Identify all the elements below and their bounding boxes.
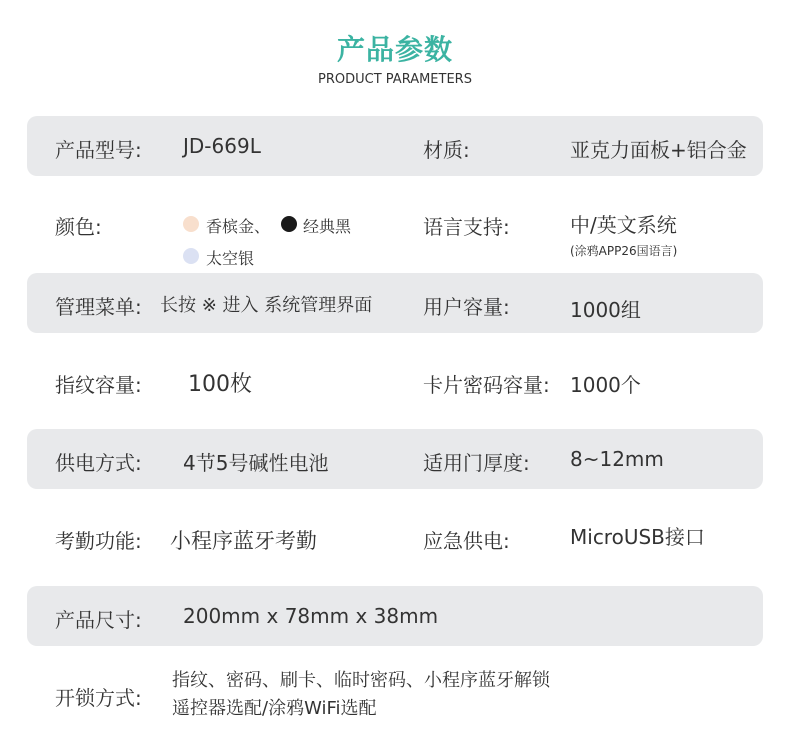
user-capacity-value: 1000组 [570,298,641,322]
language-note: (涂鸦APP26国语言) [570,244,678,258]
classic-black-swatch [281,216,297,232]
material-value: 亚克力面板+铝合金 [570,138,747,162]
card-password-label: 卡片密码容量: [423,373,550,397]
size-label: 产品尺寸: [55,608,142,632]
power-label: 供电方式: [55,451,142,475]
unlock-label: 开锁方式: [55,686,142,710]
card-password-value: 1000个 [570,373,641,397]
unlock-methods-line2: 遥控器选配/涂鸦WiFi选配 [172,698,377,719]
model-label: 产品型号: [55,138,142,162]
fingerprint-label: 指纹容量: [55,373,142,397]
champagne-gold-swatch [183,216,199,232]
menu-label: 管理菜单: [55,295,142,319]
color-label: 颜色: [55,215,102,239]
power-value: 4节5号碱性电池 [183,451,329,475]
menu-value: 长按 ※ 进入 系统管理界面 [160,295,373,316]
attendance-value: 小程序蓝牙考勤 [170,529,317,553]
fingerprint-value: 100枚 [188,372,252,397]
language-value: 中/英文系统 [570,213,677,237]
attendance-label: 考勤功能: [55,529,142,553]
emergency-power-value: MicroUSB接口 [570,525,705,549]
size-value: 200mm x 78mm x 38mm [183,604,439,628]
color-option-black: 经典黑 [303,217,352,236]
door-thickness-value: 8~12mm [570,447,664,471]
page-subtitle: PRODUCT PARAMETERS [318,72,472,87]
material-label: 材质: [423,138,470,162]
user-capacity-label: 用户容量: [423,295,510,319]
page-title: 产品参数 [336,33,453,66]
language-label: 语言支持: [423,215,510,239]
emergency-power-label: 应急供电: [423,529,510,553]
unlock-methods-line1: 指纹、密码、刷卡、临时密码、小程序蓝牙解锁 [172,670,550,691]
color-option-silver: 太空银 [206,249,255,268]
door-thickness-label: 适用门厚度: [423,451,530,475]
space-silver-swatch [183,248,199,264]
model-value: JD-669L [183,134,261,158]
color-option-gold: 香槟金、 [206,217,271,236]
